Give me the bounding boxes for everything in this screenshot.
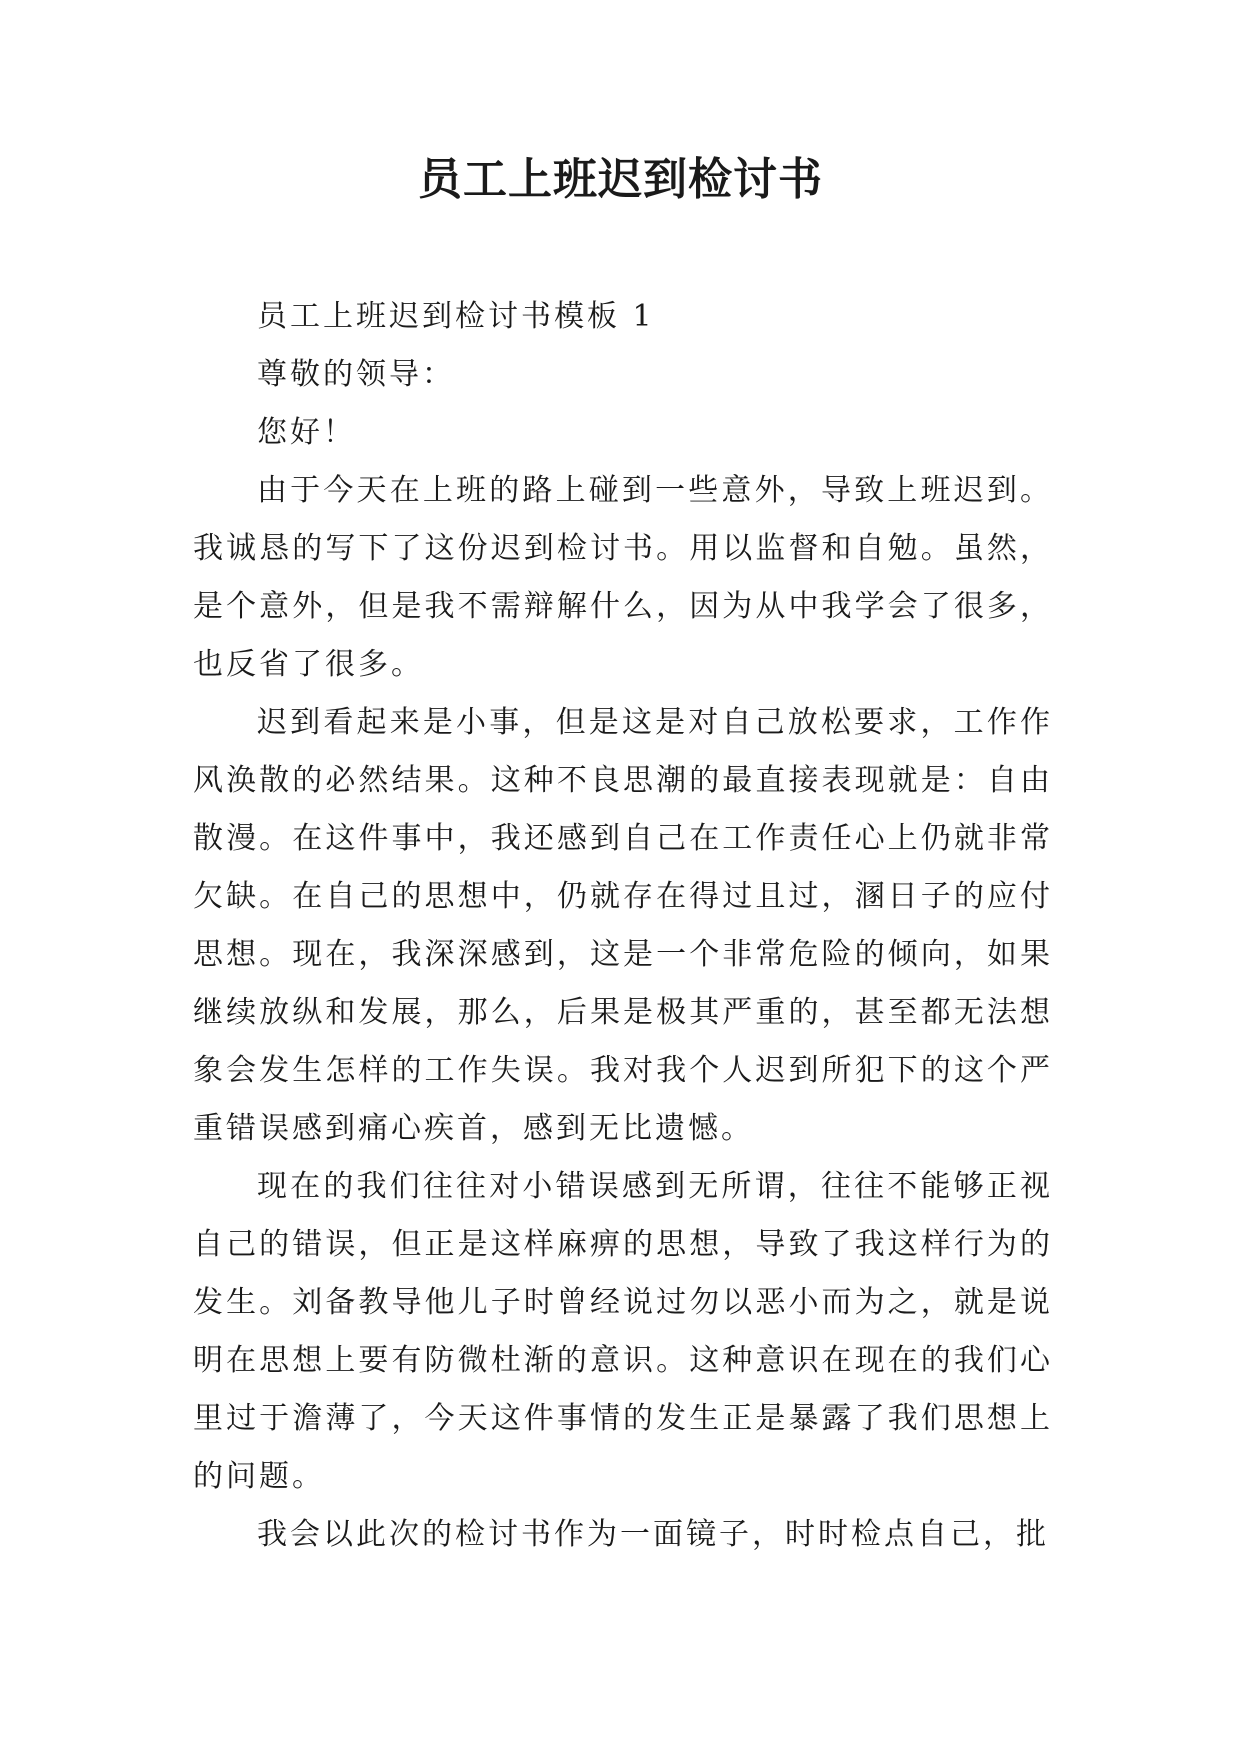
paragraph: 迟到看起来是小事，但是这是对自己放松要求，工作作风涣散的必然结果。这种不良思潮的最直接表现就是：自由散漫。在这件事中，我还感到自己在工作责任心上仍就非常欠缺。在自己的思想中，仍就存在得过且过，溷日子的应付思想。现在，我深深感到，这是一个非常危险的倾向，如果继续放纵和发展，那么，后果是极其严重的，甚至都无法想象会发生怎样的工作失误。我对我个人迟到所犯下的这个严重错误感到痛心疾首，感到无比遗憾。	[193, 705, 1053, 1146]
document-body	[193, 288, 1053, 1564]
paragraph: 现在的我们往往对小错误感到无所谓，往往不能够正视自己的错误，但正是这样麻痹的思想，导致了我这样行为的发生。刘备教导他儿子时曾经说过勿以恶小而为之，就是说明在思想上要有防微杜渐的意识。这种意识在现在的我们心里过于澹薄了，今天这件事情的发生正是暴露了我们思想上的问题。	[193, 1169, 1053, 1494]
paragraph: 我会以此次的检讨书作为一面镜子，时时检点自己，批	[257, 1517, 1049, 1552]
subtitle-line: 员工上班迟到检讨书模板 1	[257, 299, 655, 334]
document-title: 员工上班迟到检讨书	[418, 154, 823, 205]
paragraph: 由于今天在上班的路上碰到一些意外，导致上班迟到。我诚恳的写下了这份迟到检讨书。用以监督和自勉。虽然，是个意外，但是我不需辩解什么，因为从中我学会了很多，也反省了很多。	[193, 473, 1053, 682]
salutation: 尊敬的领导：	[257, 357, 455, 392]
greeting: 您好！	[257, 415, 356, 450]
